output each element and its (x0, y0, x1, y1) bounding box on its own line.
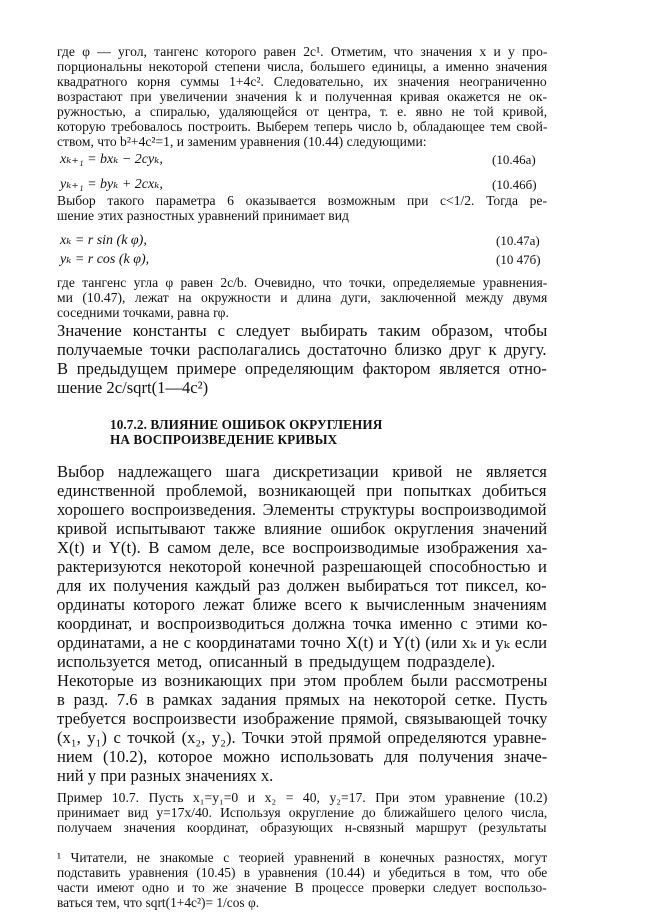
example-line: Пример 10.7. Пусть x₁=y₁=0 и x₂ = 40, y₂=17. При этом уравнение (10.2) (57, 790, 548, 805)
example-line: принимает вид y=17x/40. Используя округление до ближайшего целого числа, (57, 805, 548, 820)
paragraph-2-line: шение этих разностных уравнений принимает вид (57, 208, 349, 223)
paragraph-1-line: где φ — угол, тангенс которого равен 2c¹. Отметим, что значения x и y про- (57, 44, 548, 59)
paragraph-5-line: рактеризуются некоторой конечной разрешающей способностью и (57, 557, 547, 576)
paragraph-3-line: где тангенс угла φ равен 2c/b. Очевидно, что точки, определяемые уравнения- (57, 275, 548, 290)
paragraph-5-line: кривой испытывают также влияние ошибок округления значений (57, 519, 548, 538)
paragraph-1-line: возрастают при увеличении значения k и полученная кривая окажется не ок- (57, 89, 548, 104)
paragraph-5-line: требуется воспроизвести изображение прямой, связывающей точку (57, 709, 548, 728)
paragraph-4-line: получаемые точки располагались достаточно близко друг к другу. (57, 340, 547, 359)
section-heading: НА ВОСПРОИЗВЕДЕНИЕ КРИВЫХ (110, 432, 338, 447)
equation-number: (10.46б) (492, 177, 537, 192)
paragraph-5-line: ординаты которого лежат ближе всего к вычисленным значениям (57, 595, 547, 614)
paragraph-5-line: Выбор надлежащего шага дискретизации кривой не является (57, 462, 547, 481)
equation-10-47a: xₖ = r sin (k φ), (60, 233, 147, 248)
paragraph-5-line: нием (10.2), которое можно использовать для получения значе- (57, 747, 548, 766)
equation-10-46b: yₖ₊₁ = byₖ + 2cxₖ, (60, 177, 163, 192)
paragraph-4-line: шение 2c/sqrt(1—4c²) (57, 378, 209, 397)
footnote-line: ваться тем, что sqrt(1+4c²)= 1/cos φ. (57, 895, 260, 910)
paragraph-5-line: X(t) и Y(t). В самом деле, все воспроизводимые изображения ха- (57, 538, 548, 557)
paragraph-4-line: В предыдущем примере определяющим фактором является отно- (57, 359, 547, 378)
paragraph-1-line: ружностью, а спиралью, удаляющейся от центра, т. е. явно не той кривой, (57, 104, 548, 119)
paragraph-5-line: в разд. 7.6 в рамках задания прямых на некоторой сетке. Пусть (57, 690, 548, 709)
paragraph-1-line: ством, что b²+4c²=1, и заменим уравнения (10.44) следующими: (57, 134, 427, 149)
example-line: получаем значения координат, образующих н-связный маршрут (результаты (57, 820, 547, 835)
equation-number: (10 47б) (496, 252, 541, 267)
footnote-line: части имеют одно и то же значение В процессе проверки следует воспользо- (57, 880, 547, 895)
paragraph-4-line: Значение константы c следует выбирать таким образом, чтобы (57, 321, 548, 340)
paragraph-5-line: (x₁, y₁) с точкой (x₂, y₂). Точки этой прямой определяются уравне- (57, 728, 547, 747)
paragraph-3-line: ми (10.47), лежат на окружности и длина дуги, заключенной между двумя (57, 290, 548, 305)
paragraph-2-line: Выбор такого параметра 6 оказывается возможным при c<1/2. Тогда ре- (57, 193, 547, 208)
paragraph-5-line: для их получения каждый раз должен выбираться тот пиксел, ко- (57, 576, 547, 595)
paragraph-5-line: хорошего воспроизведения. Элементы структуры воспроизводимой (57, 500, 547, 519)
paragraph-5-line: Некоторые из возникающих при этом проблем были рассмотрены (57, 671, 548, 690)
equation-number: (10.47a) (496, 233, 540, 248)
paragraph-5-line: единственной проблемой, возникающей при попытках добиться (57, 481, 547, 500)
paragraph-5-line: используется метод, описанный в предыдущем подразделе). (57, 652, 496, 671)
paragraph-1-line: квадратного корня суммы 1+4c². Следовательно, их значения неограниченно (57, 74, 547, 89)
paragraph-1-line: которую требовалось построить. Выберем теперь число b, обладающее тем свой- (57, 119, 548, 134)
paragraph-3-line: соседними точками, равна rφ. (57, 305, 229, 320)
equation-10-47b: yₖ = r cos (k φ), (60, 252, 150, 267)
equation-number: (10.46a) (492, 152, 536, 167)
footnote-line: ¹ Читатели, не знакомые с теорией уравнений в конечных разностях, могут (57, 850, 548, 865)
paragraph-5-line: ординатами, а не с координатами точно X(t) и Y(t) (или xₖ и yₖ если (57, 633, 548, 652)
paragraph-5-line: координат, и воспроизводиться должна точка именно с этими ко- (57, 614, 548, 633)
section-heading: 10.7.2. ВЛИЯНИЕ ОШИБОК ОКРУГЛЕНИЯ (110, 417, 383, 432)
footnote-line: подставить уравнения (10.45) в уравнения (10.44) и убедиться в том, что обе (57, 865, 548, 880)
equation-10-46a: xₖ₊₁ = bxₖ − 2cyₖ, (60, 152, 163, 167)
paragraph-5-line: ний y при разных значениях x. (57, 766, 274, 785)
paragraph-1-line: порциональны некоторой степени числа, большего единицы, а именно значения (57, 59, 548, 74)
